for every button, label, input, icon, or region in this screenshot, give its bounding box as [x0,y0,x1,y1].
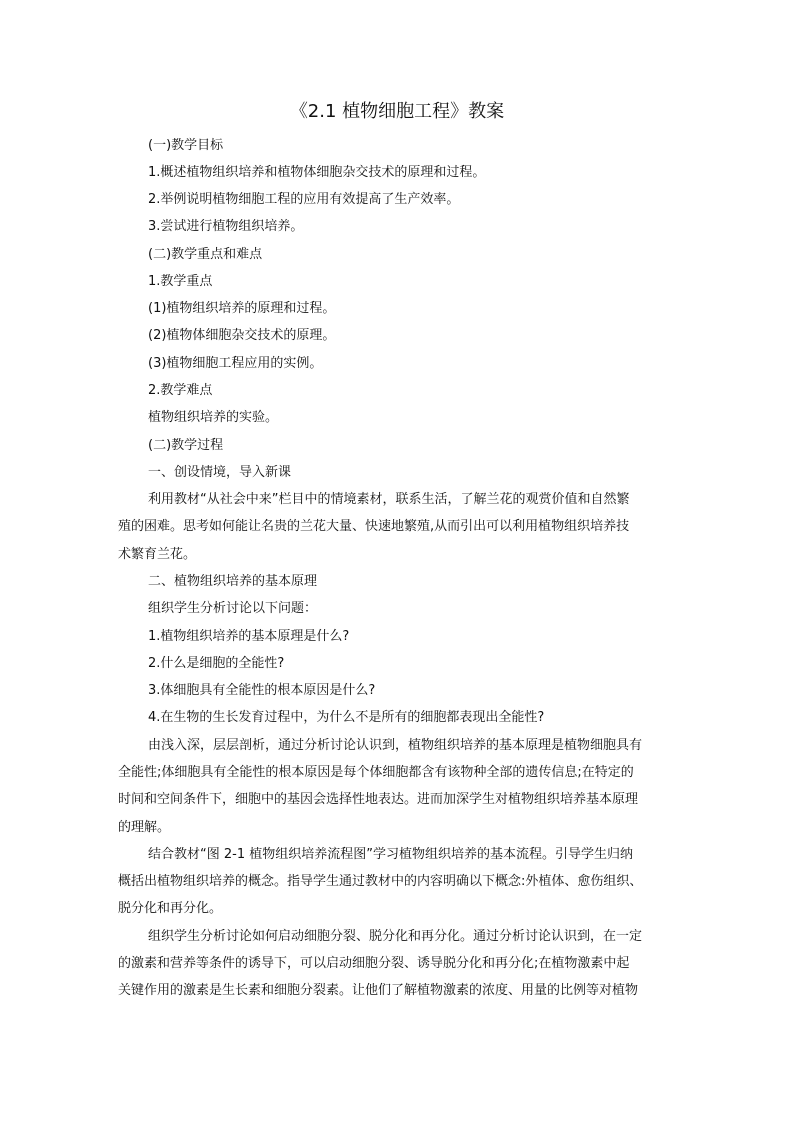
paragraph-line: 组织学生分析讨论以下问题： [148,601,318,616]
question-4: 4.在生物的生长发育过程中，为什么不是所有的细胞都表现出全能性? [148,710,545,725]
objective-2: 2.举例说明植物细胞工程的应用有效提高了生产效率。 [148,192,460,207]
paragraph-line: 全能性;体细胞具有全能性的根本原因是每个体细胞都含有该物种全部的遗传信息;在特定的 [118,765,634,780]
paragraph-line: 时间和空间条件下，细胞中的基因会选择性地表达。进而加深学生对植物组织培养基本原理 [118,792,639,807]
difficulty-1: 植物组织培养的实验。 [148,410,279,425]
paragraph-line: 利用教材“从社会中来”栏目中的情境素材，联系生活，了解兰花的观赏价值和自然繁 [148,492,630,507]
key-point-1: (1)植物组织培养的原理和过程。 [148,301,336,316]
subheading-difficulties: 2.教学难点 [148,383,213,398]
paragraph-line: 由浅入深，层层剖析，通过分析讨论认识到，植物组织培养的基本原理是植物细胞具有 [148,738,643,753]
paragraph-line: 结合教材“图 2-1 植物组织培养流程图”学习植物组织培养的基本流程。引导学生归纳 [148,847,633,862]
paragraph-line: 术繁育兰花。 [118,547,197,562]
paragraph-line: 的理解。 [118,820,171,835]
question-1: 1.植物组织培养的基本原理是什么? [148,629,350,644]
heading-process: (二)教学过程 [148,438,224,453]
section-heading-intro: 一、创设情境，导入新课 [148,465,292,480]
section-heading-principles: 二、植物组织培养的基本原理 [148,574,318,589]
paragraph-line: 概括出植物组织培养的概念。指导学生通过教材中的内容明确以下概念:外植体、愈伤组织、 [118,874,643,889]
objective-3: 3.尝试进行植物组织培养。 [148,219,304,234]
question-3: 3.体细胞具有全能性的根本原因是什么? [148,683,376,698]
paragraph-line: 的激素和营养等条件的诱导下，可以启动细胞分裂、诱导脱分化和再分化;在植物激素中起 [118,956,630,971]
paragraph-line: 关键作用的激素是生长素和细胞分裂素。让他们了解植物激素的浓度、用量的比例等对植物 [118,983,639,998]
objective-1: 1.概述植物组织培养和植物体细胞杂交技术的原理和过程。 [148,165,486,180]
paragraph-line: 组织学生分析讨论如何启动细胞分裂、脱分化和再分化。通过分析讨论认识到，在一定 [148,929,643,944]
question-2: 2.什么是细胞的全能性? [148,656,285,671]
heading-key-points: (二)教学重点和难点 [148,247,263,262]
paragraph-line: 殖的困难。思考如何能让名贵的兰花大量、快速地繁殖,从而引出可以利用植物组织培养技 [118,519,630,534]
key-point-3: (3)植物细胞工程应用的实例。 [148,356,323,371]
key-point-2: (2)植物体细胞杂交技术的原理。 [148,328,336,343]
document-title: 《2.1 植物细胞工程》教案 [289,101,505,122]
paragraph-line: 脱分化和再分化。 [118,901,223,916]
subheading-key-points: 1.教学重点 [148,274,213,289]
heading-objectives: (一)教学目标 [148,138,224,153]
